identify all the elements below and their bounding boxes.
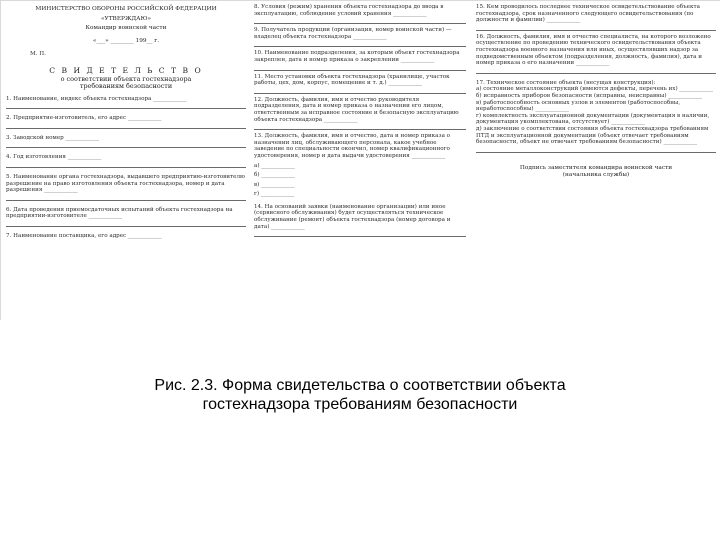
- form-item-16: 16. Должность, фамилия, имя и отчество специалиста, на которого возложено осуществление по проведению технического освидетельствования объекта гостехнадзора военного назначения или иных, осуществлявших надзор за подведомственным объектом (подразделения, должность, фамилия), дата и номер приказа о его назначении ____________: [476, 33, 713, 67]
- form-item-13d: г) ____________: [254, 191, 295, 198]
- form-item-2: 2. Предприятие-изготовитель, его адрес ____________: [6, 115, 162, 122]
- form-item-13: 13. Должность, фамилия, имя и отчество, дата и номер приказа о назначении лиц, обслуживающего персонала, какое учебное заведение по специальности окончил, номер квалификационного удостоверения, номер и дата выдачи удостоверения ____________: [254, 133, 452, 159]
- figure-caption-line1: Рис. 2.3. Форма свидетельства о соответствии объекта: [154, 377, 566, 394]
- form-item-17c: в) работоспособность основных узлов и элементов (работоспособны, неработоспособны) ____________: [476, 99, 682, 113]
- form-item-11: 11. Место установки объекта гостехнадзора (хранилище, участок работы, цех, дом, корпус, помещение и т. д.) ____________: [254, 73, 452, 87]
- form-item-13c: в) ____________: [254, 181, 295, 188]
- form-item-13a: а) ____________: [254, 162, 295, 169]
- signature-subtitle: (начальника службы): [562, 171, 630, 178]
- scan-edge-left: [0, 0, 1, 320]
- document-subtitle-line2: требованиям безопасности: [79, 81, 173, 90]
- fill-line: [254, 87, 466, 94]
- form-item-8: 8. Условия (режим) хранения объекта гостехнадзора до ввода в эксплуатацию, соблюдение условий хранения ____________: [254, 4, 446, 17]
- fill-line: [254, 17, 466, 24]
- fill-line: [476, 146, 716, 153]
- form-column-2: [254, 0, 466, 237]
- document-subtitle-line1: о соответствии объекта гостехнадзора: [60, 74, 192, 83]
- fill-line: [476, 24, 716, 31]
- fill-line: [6, 220, 246, 227]
- form-item-7: 7. Наименование поставщика, его адрес ____________: [6, 232, 162, 239]
- fill-line: [6, 161, 246, 168]
- figure-caption: [0, 376, 720, 414]
- form-item-17a: а) состояние металлоконструкций (имеются дефекты, перечень их) ____________: [476, 86, 713, 93]
- form-item-6: 6. Дата проведения приемосдаточных испытаний объекта гостехнадзора на предприятии-изготовителе ____________: [6, 206, 235, 220]
- figure-caption-line2: гостехнадзора требованиям безопасности: [202, 396, 518, 413]
- form-column-3: [476, 0, 716, 179]
- fill-line: [254, 123, 466, 130]
- signature-title: Подпись заместителя командира воинской части: [519, 164, 673, 171]
- form-item-10: 10. Наименование подразделения, за которым объект гостехнадзора закреплен, дата и номер приказа о закреплении ____________: [254, 50, 462, 63]
- approve-stamp: «УТВЕРЖДАЮ»: [100, 16, 152, 22]
- form-item-17: 17. Техническое состояние объекта (несущая конструкция):: [476, 79, 656, 86]
- form-item-17b: б) исправность приборов безопасности (исправны, неисправны) ____________: [476, 92, 702, 99]
- form-item-4: 4. Год изготовления ____________: [6, 154, 102, 161]
- form-item-17d: г) комплектность эксплуатационной документации (документация в наличии, документация укомплектована, отсутствует) ____________: [476, 112, 712, 126]
- commander-label: Командир воинской части: [85, 25, 167, 31]
- ministry-header: МИНИСТЕРСТВО ОБОРОНЫ РОССИЙСКОЙ ФЕДЕРАЦИИ: [35, 6, 217, 12]
- form-item-1: 1. Наименование, индекс объекта гостехнадзора ____________: [6, 95, 187, 102]
- form-item-13b: б) ____________: [254, 172, 295, 179]
- fill-line: [254, 230, 466, 237]
- form-column-1: [6, 0, 246, 240]
- form-item-3: 3. Заводской номер ____________: [6, 134, 100, 141]
- fill-line: [6, 122, 246, 129]
- form-item-5: 5. Наименование органа гостехнадзора, выдавшего предприятию-изготовителю разрешение на право изготовления объекта гостехнадзора, номер и дата разрешения ____________: [6, 173, 247, 194]
- seal-mark: М. П.: [30, 51, 46, 57]
- fill-line: [6, 141, 246, 148]
- form-item-12: 12. Должность, фамилия, имя и отчество руководителя подразделения, дата и номер приказа о назначении его лицом, ответственным за исправное состояние и безопасную эксплуатацию объекта гостехнадзора ____________: [254, 96, 461, 123]
- form-item-14: 14. На оснований заявки (наименование организации) или иное (сервисного обслуживания) будет осуществляться техническое обслуживание (ремонт) объекта гостехнадзора (номер договора и дата) ____________: [254, 203, 453, 230]
- document-title: С В И Д Е Т Е Л Ь С Т В О: [49, 65, 203, 75]
- approval-date: «___» ________ 199__ г.: [92, 38, 160, 44]
- fill-line: [476, 67, 716, 74]
- form-item-17e: д) заключение о соответствии состояния объекта гостехнадзора требованиям ПТД и эксплуатационной документации (объект отвечает требованиям безопасности, объект не отвечает требованиям безопасности) ____________: [476, 125, 711, 146]
- form-item-9: 9. Получатель продукции (организация, номер воинской части) — владелец объекта гостехнадзора ____________: [254, 27, 454, 40]
- form-item-15: 15. Кем проводилось последнее техническое освидетельствование объекта гостехнадзора, срок назначенного следующего освидетельствования (по должности и фамилии) ____________: [476, 4, 702, 24]
- fill-line: [254, 64, 466, 71]
- fill-line: [6, 194, 246, 201]
- fill-line: [254, 40, 466, 47]
- fill-line: [6, 102, 246, 109]
